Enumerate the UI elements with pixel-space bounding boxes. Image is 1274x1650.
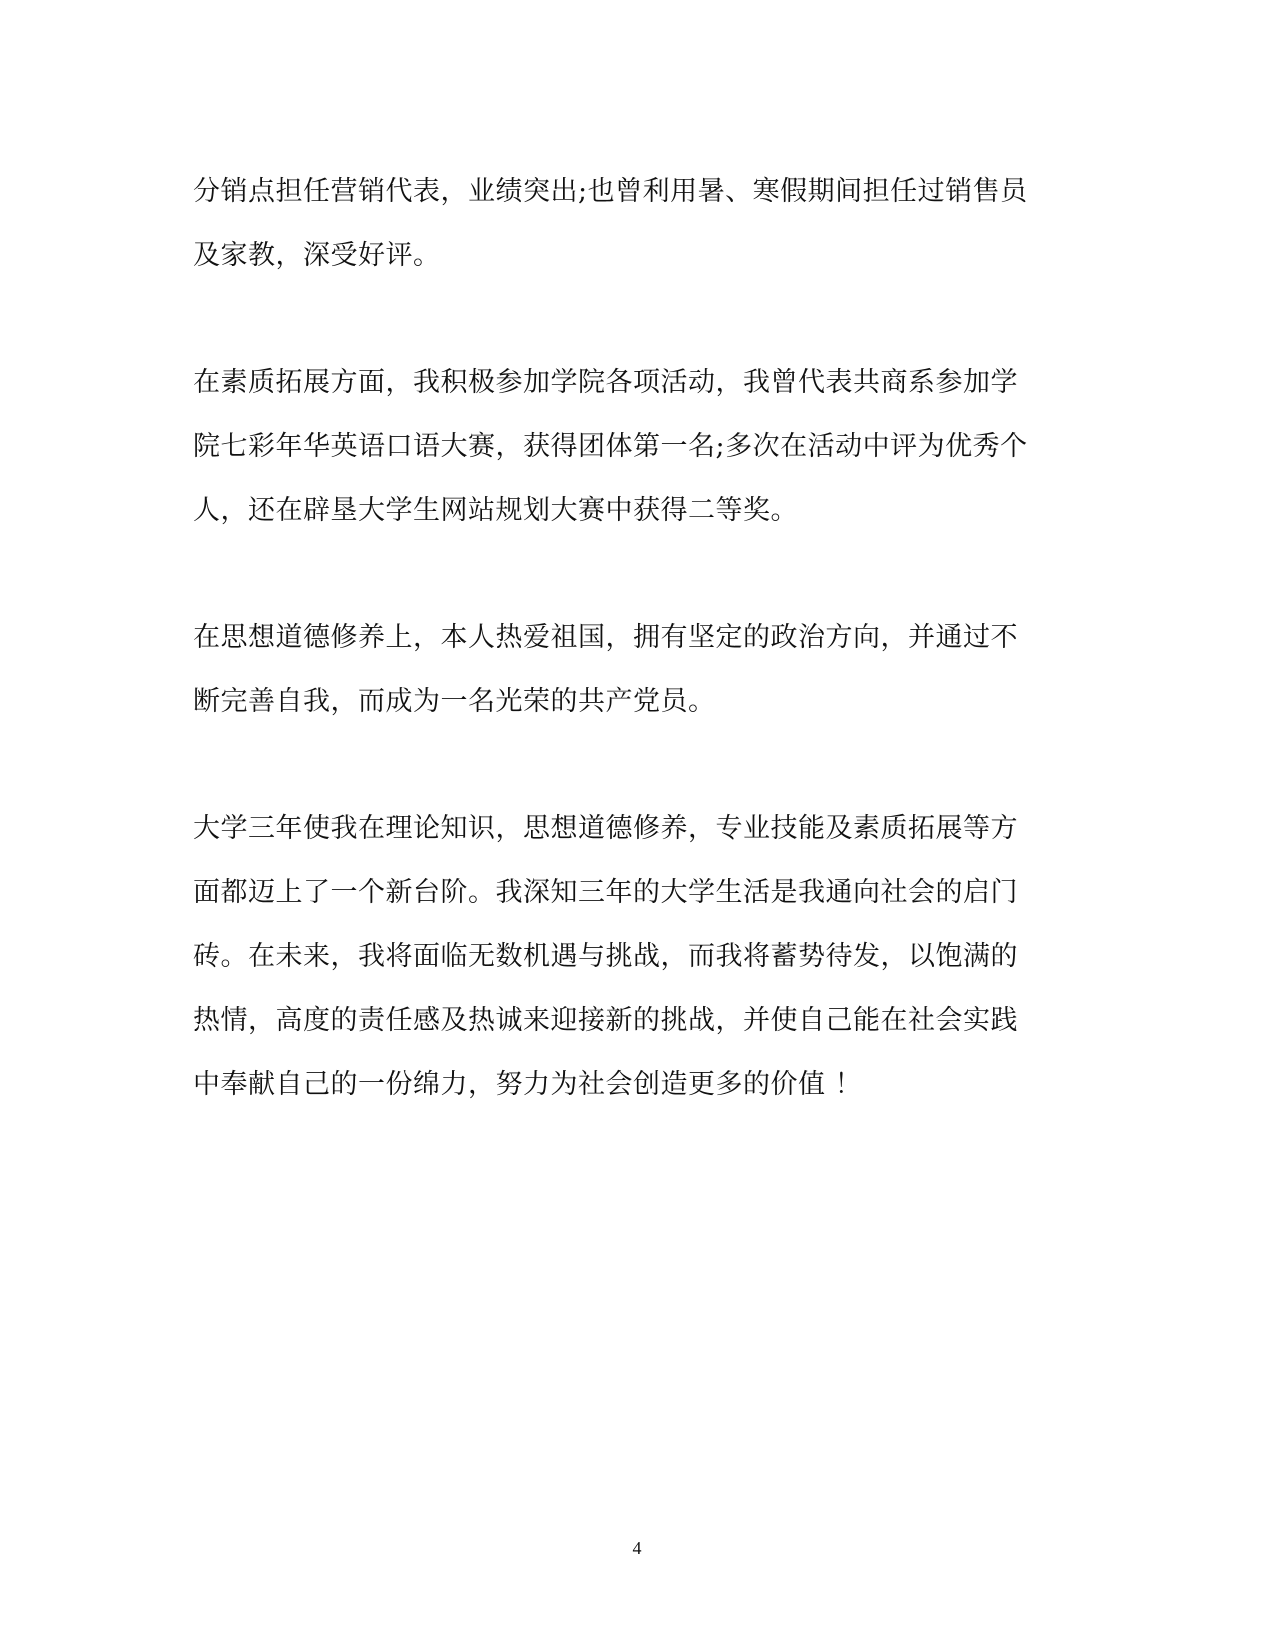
- paragraph-moral-cultivation: [193, 606, 1093, 734]
- text-line: 大学三年使我在理论知识，思想道德修养，专业技能及素质拓展等方: [193, 813, 1018, 844]
- page-number: 4: [632, 1538, 642, 1558]
- text-line: 砖。在未来，我将面临无数机遇与挑战，而我将蓄势待发，以饱满的: [193, 941, 1018, 972]
- text-line: 中奉献自己的一份绵力，努力为社会创造更多的价值 ！: [193, 1069, 863, 1100]
- text-line: 在思想道德修养上，本人热爱祖国，拥有坚定的政治方向，并通过不: [193, 622, 1018, 653]
- text-line: 在素质拓展方面，我积极参加学院各项活动，我曾代表共商系参加学: [193, 367, 1018, 398]
- paragraph-quality-development: [193, 351, 1093, 543]
- text-line: 人，还在辟垦大学生网站规划大赛中获得二等奖。: [193, 495, 798, 526]
- text-line: 断完善自我，而成为一名光荣的共产党员。: [193, 686, 716, 717]
- text-line: 分销点担任营销代表，业绩突出;也曾利用暑、寒假期间担任过销售员: [193, 176, 1028, 207]
- text-line: 院七彩年华英语口语大赛，获得团体第一名;多次在活动中评为优秀个: [193, 431, 1028, 462]
- text-line: 面都迈上了一个新台阶。我深知三年的大学生活是我通向社会的启门: [193, 877, 1018, 908]
- text-line: 及家教，深受好评。: [193, 240, 441, 271]
- text-line: 热情，高度的责任感及热诚来迎接新的挑战，并使自己能在社会实践: [193, 1005, 1018, 1036]
- document-body: [193, 160, 1093, 1180]
- paragraph-work-experience: [193, 160, 1093, 288]
- paragraph-conclusion: [193, 797, 1093, 1117]
